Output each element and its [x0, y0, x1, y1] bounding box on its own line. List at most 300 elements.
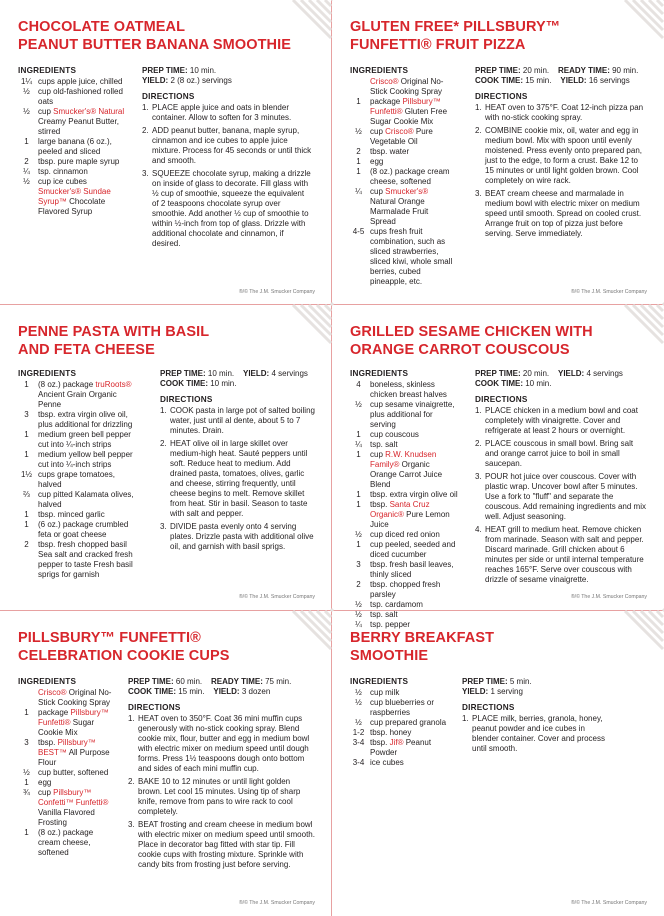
ingredient-quantity: 3	[356, 560, 361, 569]
ingredient-item	[350, 400, 458, 430]
copyright-notice: ®/© The J.M. Smucker Company	[238, 594, 315, 600]
recipe-title-line: GLUTEN FREE* PILLSBURY™	[350, 19, 561, 35]
prep-label: PREP TIME:	[462, 677, 508, 686]
ingredient-text: cups grape tomatoes, halved	[38, 470, 115, 489]
ingredients-column	[350, 677, 452, 768]
ingredient-item	[18, 167, 126, 177]
yield-label: YIELD:	[560, 76, 587, 85]
copyright-notice: ®/© The J.M. Smucker Company	[570, 900, 647, 906]
ingredient-text: large banana (6 oz.), peeled and sliced	[38, 137, 112, 156]
ingredient-quantity: 1½	[20, 470, 33, 479]
recipe-title-line: FUNFETTI® FRUIT PIZZA	[350, 37, 526, 53]
ingredient-text: cup ice cubes	[38, 177, 87, 186]
direction-step	[475, 406, 647, 436]
recipe-card	[0, 611, 331, 916]
directions-column	[142, 66, 312, 252]
ingredient-brand: Santa Cruz Organic®	[370, 500, 430, 519]
recipe-card	[332, 611, 663, 916]
ready-value: 75 min.	[265, 677, 292, 686]
ingredient-brand: Crisco®	[38, 688, 67, 697]
ingredients-column	[350, 369, 458, 630]
directions-heading: DIRECTIONS	[475, 395, 528, 404]
directions-heading: DIRECTIONS	[128, 703, 181, 712]
ingredient-brand: truRoots®	[95, 380, 132, 389]
direction-text: PLACE couscous in small bowl. Bring salt and orange carrot juice to boil in small saucepan.	[485, 439, 634, 468]
ingredient-text: cup	[370, 187, 386, 196]
step-number: 3.	[475, 472, 482, 481]
ingredient-quantity: ½	[23, 768, 30, 777]
prep-label: PREP TIME:	[142, 66, 188, 75]
ingredient-brand: Pillsbury™ Confetti™ Funfetti®	[38, 788, 109, 807]
ingredient-item	[350, 147, 454, 157]
ingredient-quantity: 1	[24, 380, 29, 389]
recipe-title-line: SMOOTHIE	[350, 648, 429, 664]
ingredient-quantity: ½	[355, 400, 362, 409]
recipe-title-line: PILLSBURY™ FUNFETTI®	[18, 630, 201, 646]
direction-step	[160, 439, 316, 519]
ingredient-quantity: 2	[356, 147, 361, 156]
ingredient-quantity: 1	[24, 778, 29, 787]
ingredient-text: tbsp. chopped fresh parsley	[370, 580, 441, 599]
ingredient-item	[350, 97, 454, 127]
ingredient-text: Pure Lemon Juice	[370, 510, 450, 529]
ingredients-column	[18, 66, 126, 217]
cook-value: 15 min.	[525, 76, 552, 85]
recipe-title-line: BERRY BREAKFAST	[350, 630, 495, 646]
ingredient-brand: Smucker's® Natural	[53, 107, 125, 116]
ingredient-quantity: 3	[24, 738, 29, 747]
yield-value: 2 (8 oz.) servings	[170, 76, 232, 85]
ingredient-text: cup	[38, 788, 54, 797]
ingredients-heading: INGREDIENTS	[350, 677, 409, 686]
ingredient-text: cup old-fashioned rolled oats	[38, 87, 123, 106]
ingredient-brand: Crisco®	[370, 77, 399, 86]
ingredient-text: cup butter, softened	[38, 768, 109, 777]
ingredient-text: medium green bell pepper cut into ¼-inch strips	[38, 430, 131, 449]
directions-column	[462, 677, 612, 757]
cook-value: 15 min.	[178, 687, 205, 696]
ingredient-brand: Crisco®	[385, 127, 414, 136]
ingredient-item	[18, 87, 126, 107]
copyright-notice: ®/© The J.M. Smucker Company	[238, 900, 315, 906]
ingredient-item	[18, 77, 126, 87]
ingredient-text: cup diced red onion	[370, 530, 440, 539]
prep-value: 10 min.	[189, 66, 217, 75]
ingredient-quantity: 1-2	[352, 728, 365, 737]
ingredient-item	[18, 187, 126, 217]
time-yield-line	[462, 687, 612, 697]
ingredient-quantity: 1	[356, 430, 361, 439]
time-yield-line	[142, 66, 312, 76]
ingredient-item	[350, 430, 458, 440]
time-yield-line	[160, 379, 316, 389]
ready-label: READY TIME:	[558, 66, 610, 75]
ingredient-text: tsp. cinnamon	[38, 167, 88, 176]
recipe-title-line: CHOCOLATE OATMEAL	[18, 19, 186, 35]
ingredient-item	[350, 698, 452, 718]
directions-heading: DIRECTIONS	[462, 703, 515, 712]
ingredient-text: tbsp.	[370, 738, 390, 747]
ingredient-text: tbsp. extra virgin olive oil	[370, 490, 458, 499]
ingredient-item	[18, 107, 126, 137]
recipe-title	[18, 18, 303, 54]
ingredient-quantity: 1	[356, 490, 361, 499]
ready-value: 90 min.	[612, 66, 639, 75]
spacer	[549, 369, 558, 378]
step-number: 1.	[160, 406, 167, 415]
ingredient-text: (8 oz.) package cream cheese, softened	[38, 828, 94, 857]
prep-value: 60 min.	[175, 677, 203, 686]
direction-step	[128, 714, 316, 774]
copyright-notice: ®/© The J.M. Smucker Company	[238, 289, 315, 295]
ingredient-item	[18, 778, 112, 788]
ingredient-text: egg	[38, 778, 52, 787]
ingredient-quantity: ½	[355, 610, 362, 619]
spacer	[202, 677, 211, 686]
ingredient-quantity: ½	[355, 688, 362, 697]
time-yield-line	[128, 687, 316, 697]
ingredient-item	[350, 77, 454, 97]
yield-value: 3 dozen	[241, 687, 271, 696]
ingredient-item	[350, 560, 458, 580]
ingredient-item	[350, 540, 458, 560]
ingredient-text: tbsp. pure maple syrup	[38, 157, 120, 166]
ingredient-text: (8 oz.) package cream cheese, softened	[370, 167, 450, 186]
prep-value: 10 min.	[207, 369, 235, 378]
ingredient-text: Pure Vegetable Oil	[370, 127, 433, 146]
step-number: 1.	[475, 406, 482, 415]
ingredient-text: tbsp.	[370, 500, 390, 509]
prep-label: PREP TIME:	[475, 66, 521, 75]
ingredient-item	[18, 430, 136, 450]
prep-value: 20 min.	[522, 369, 550, 378]
ingredient-item	[350, 600, 458, 610]
direction-step	[160, 406, 316, 436]
ingredient-text: Creamy Peanut Butter, stirred	[38, 117, 119, 136]
ingredient-brand: Pillsbury™ Funfetti®	[38, 708, 109, 727]
prep-label: PREP TIME:	[160, 369, 206, 378]
ingredient-quantity: 3-4	[352, 758, 365, 767]
step-number: 2.	[142, 126, 149, 135]
prep-label: PREP TIME:	[475, 369, 521, 378]
recipe-title-line: AND FETA CHEESE	[18, 342, 155, 358]
ingredient-text: package	[38, 708, 71, 717]
ingredient-text: cup sesame vinaigrette, plus additional for serving	[370, 400, 455, 429]
copyright-notice: ®/© The J.M. Smucker Company	[570, 289, 647, 295]
direction-text: HEAT oven to 350°F. Coat 36 mini muffin cups generously with no-stick cooking spray. Blend cookie mix, flour, butter and egg in medium bowl with electric mixer on medium speed until dough forms. Press 1½ teaspoons dough onto bottom and sides of each mini muffin cup.	[138, 714, 310, 773]
ingredient-text: Peanut Powder	[370, 738, 432, 757]
ingredient-brand: Jif®	[389, 738, 404, 747]
ingredient-text: tbsp. fresh basil leaves, thinly sliced	[370, 560, 454, 579]
step-number: 3.	[475, 189, 482, 198]
ingredient-text: tbsp. minced garlic	[38, 510, 105, 519]
spacer	[549, 66, 558, 75]
ingredient-quantity: 1	[24, 510, 29, 519]
step-number: 2.	[160, 439, 167, 448]
direction-step	[475, 189, 645, 239]
cook-value: 10 min.	[525, 379, 552, 388]
ingredient-item	[18, 177, 126, 187]
ingredient-quantity: ¾	[23, 788, 30, 797]
direction-text: COOK pasta in large pot of salted boiling water, just until al dente, about 5 to 7 minutes. Drain.	[170, 406, 315, 435]
recipe-card	[332, 305, 663, 629]
ingredient-item	[350, 580, 458, 600]
step-number: 1.	[128, 714, 135, 723]
ingredient-text: tbsp.	[38, 738, 58, 747]
ingredient-item	[18, 788, 112, 828]
ingredient-quantity: ½	[355, 600, 362, 609]
ingredient-item	[350, 688, 452, 698]
time-yield-line	[142, 76, 312, 86]
direction-text: ADD peanut butter, banana, maple syrup, cinnamon and ice cubes to apple juice mixture. Process for 45 seconds or until thick and smooth.	[152, 126, 312, 165]
ingredient-quantity: ½	[355, 698, 362, 707]
ingredient-text: tbsp. extra virgin olive oil, plus additional for drizzling	[38, 410, 133, 429]
ingredient-quantity: 1	[24, 430, 29, 439]
ingredients-column	[350, 66, 454, 287]
ingredient-brand: Pillsbury™ Funfetti®	[370, 97, 441, 116]
time-yield-line	[475, 369, 647, 379]
ingredient-item	[350, 227, 454, 287]
yield-value: 4 servings	[586, 369, 623, 378]
ingredient-text: tbsp. water	[370, 147, 410, 156]
ingredient-item	[18, 768, 112, 778]
ingredients-heading: INGREDIENTS	[18, 66, 77, 75]
ingredient-quantity: 1	[24, 828, 29, 837]
ingredient-text: Original No-Stick Cooking Spray	[370, 77, 444, 96]
ingredient-quantity: ¼	[23, 167, 30, 176]
ingredient-quantity: 1	[24, 520, 29, 529]
ingredient-item	[350, 127, 454, 147]
directions-heading: DIRECTIONS	[475, 92, 528, 101]
ingredient-item	[18, 738, 112, 768]
ingredient-text: tsp. pepper	[370, 620, 411, 629]
recipe-card	[0, 305, 331, 610]
ingredient-text: cup peeled, seeded and diced cucumber	[370, 540, 456, 559]
ingredient-quantity: ½	[355, 530, 362, 539]
ingredient-text: (8 oz.) package	[38, 380, 96, 389]
direction-text: PLACE apple juice and oats in blender container. Allow to soften for 3 minutes.	[152, 103, 292, 122]
ingredient-text: cup	[370, 127, 386, 136]
direction-step	[475, 439, 647, 469]
ingredient-text: cups apple juice, chilled	[38, 77, 123, 86]
direction-text: BEAT frosting and cream cheese in medium bowl with electric mixer on medium speed until smooth. Place in decorator bag fitted with star tip. Fill cookie cups with frosting mixture. Sprinkle with candy bits from frosting just before serving.	[138, 820, 315, 869]
ingredient-item	[350, 500, 458, 530]
ingredient-text: package	[370, 97, 403, 106]
ingredient-text: tsp. salt	[370, 440, 398, 449]
recipe-title	[18, 629, 303, 665]
direction-step	[128, 777, 316, 817]
directions-column	[128, 677, 316, 873]
ingredient-text: Gluten Free Sugar Cookie Mix	[370, 107, 448, 126]
copyright-notice: ®/© The J.M. Smucker Company	[570, 594, 647, 600]
ingredient-text: cup prepared granola	[370, 718, 447, 727]
ingredient-item	[350, 187, 454, 227]
ingredient-item	[350, 758, 452, 768]
direction-step	[475, 472, 647, 522]
direction-step	[128, 820, 316, 870]
ingredient-item	[350, 450, 458, 490]
ingredient-item	[18, 490, 136, 510]
ingredients-column	[18, 369, 136, 580]
ingredient-quantity: 1	[24, 450, 29, 459]
ingredient-quantity: 2	[24, 540, 29, 549]
yield-label: YIELD:	[462, 687, 489, 696]
ingredient-brand: Smucker's®	[385, 187, 429, 196]
recipe-title-line: GRILLED SESAME CHICKEN WITH	[350, 324, 593, 340]
ingredient-text: cup milk	[370, 688, 400, 697]
ingredient-item	[18, 450, 136, 470]
time-yield-line	[475, 76, 645, 86]
ingredient-text: Vanilla Flavored Frosting	[38, 808, 95, 827]
step-number: 3.	[128, 820, 135, 829]
step-number: 1.	[142, 103, 149, 112]
recipe-title	[18, 323, 303, 359]
ingredient-text: cup pitted Kalamata olives, halved	[38, 490, 134, 509]
step-number: 3.	[160, 522, 167, 531]
direction-text: HEAT grill to medium heat. Remove chicken from marinade. Season with salt and pepper. Discard marinade. Grill chicken about 6 minutes per side or until internal temperature reaches 165°F. Serve over couscous with drizzle of sesame vinaigrette.	[485, 525, 644, 584]
recipe-title-line: PENNE PASTA WITH BASIL	[18, 324, 210, 340]
ingredient-item	[18, 510, 136, 520]
ingredient-text: cup blueberries or raspberries	[370, 698, 435, 717]
yield-value: 4 servings	[271, 369, 308, 378]
ingredient-quantity: 3-4	[352, 738, 365, 747]
ingredient-item	[18, 708, 112, 738]
ingredient-quantity: ½	[23, 107, 30, 116]
direction-text: PLACE milk, berries, granola, honey, peanut powder and ice cubes in blender container. Cover and process until smooth.	[472, 714, 605, 753]
step-number: 2.	[475, 126, 482, 135]
ingredient-quantity: 1	[356, 450, 361, 459]
ingredient-item	[350, 490, 458, 500]
ingredient-item	[18, 828, 112, 858]
time-yield-line	[128, 677, 316, 687]
ingredients-heading: INGREDIENTS	[350, 369, 409, 378]
recipe-title-line: ORANGE CARROT COUSCOUS	[350, 342, 570, 358]
spacer	[234, 369, 243, 378]
ingredient-text: ice cubes	[370, 758, 404, 767]
ingredients-column	[18, 677, 112, 858]
direction-text: SQUEEZE chocolate syrup, making a drizzle on inside of glass to decorate. Fill glass with ½ cup of smoothie, squeeze the equivalent of 2 teaspoons chocolate syrup over smoothie. Add another ½ cup of smoothie to within ½-inch from top of glass. Drizzle with additional chocolate and cinnamon, if desired.	[152, 169, 311, 248]
ingredient-text: All Purpose Flour	[38, 748, 110, 767]
ingredient-text: egg	[370, 157, 384, 166]
direction-step	[475, 525, 647, 585]
ingredient-quantity: 1	[24, 708, 29, 717]
directions-heading: DIRECTIONS	[160, 395, 213, 404]
direction-step	[142, 169, 312, 249]
ingredient-text: cup couscous	[370, 430, 419, 439]
ingredient-item	[350, 738, 452, 758]
ingredient-quantity: 2	[24, 157, 29, 166]
step-number: 2.	[475, 439, 482, 448]
ingredient-quantity: ¼	[355, 187, 362, 196]
ingredient-item	[18, 380, 136, 410]
ingredient-text: tbsp. honey	[370, 728, 412, 737]
ingredient-item	[18, 540, 136, 580]
ingredient-quantity: 1	[356, 540, 361, 549]
step-number: 2.	[128, 777, 135, 786]
direction-step	[462, 714, 612, 754]
yield-value: 1 serving	[490, 687, 523, 696]
step-number: 3.	[142, 169, 149, 178]
ingredient-quantity: 1	[356, 97, 361, 106]
directions-column	[160, 369, 316, 555]
ingredients-heading: INGREDIENTS	[18, 369, 77, 378]
direction-text: PLACE chicken in a medium bowl and coat completely with vinaigrette. Cover and refrigerate at least 2 hours or overnight.	[485, 406, 638, 435]
directions-column	[475, 369, 647, 588]
recipe-title	[350, 18, 635, 54]
recipe-card	[0, 0, 331, 305]
ingredient-text: Natural Orange Marmalade Fruit Spread	[370, 197, 429, 226]
direction-text: COMBINE cookie mix, oil, water and egg in medium bowl. Mix with spoon until evenly moistened. Press evenly onto prepared pan, just to the edge, to form a crust. Bake 12 to 15 minutes or until light golden brown. Cool completely on wire rack.	[485, 126, 642, 185]
step-number: 1.	[475, 103, 482, 112]
recipe-title	[350, 323, 635, 359]
ingredient-item	[350, 728, 452, 738]
prep-value: 5 min.	[509, 677, 532, 686]
direction-step	[160, 522, 316, 552]
ingredient-item	[18, 137, 126, 157]
direction-text: BAKE 10 to 12 minutes or until light golden brown. Let cool 15 minutes. Using tip of sharp knife, remove from pans to wire rack to cool completely.	[138, 777, 301, 816]
cook-value: 10 min.	[210, 379, 237, 388]
yield-value: 16 servings	[588, 76, 630, 85]
ingredient-text: tsp. cardamom	[370, 600, 423, 609]
ingredient-brand: Pillsbury™ BEST™	[38, 738, 96, 757]
ingredient-quantity: ½	[23, 177, 30, 186]
cook-label: COOK TIME:	[128, 687, 176, 696]
ingredient-text: Chocolate Flavored Syrup	[38, 197, 106, 216]
ingredient-text: (6 oz.) package crumbled feta or goat cheese	[38, 520, 129, 539]
time-yield-line	[462, 677, 612, 687]
ingredient-quantity: 4-5	[352, 227, 365, 236]
ingredient-item	[350, 530, 458, 540]
ingredient-item	[18, 410, 136, 430]
cook-label: COOK TIME:	[475, 379, 523, 388]
direction-step	[475, 103, 645, 123]
ingredient-text: Ancient Grain Organic Penne	[38, 390, 117, 409]
recipe-card	[332, 0, 663, 305]
ingredient-quantity: 1	[356, 500, 361, 509]
ingredient-item	[18, 688, 112, 708]
direction-step	[142, 126, 312, 166]
directions-column	[475, 66, 645, 242]
ingredient-text: tsp. salt	[370, 610, 398, 619]
ingredient-text: cup	[370, 450, 386, 459]
ready-label: READY TIME:	[211, 677, 263, 686]
ingredients-heading: INGREDIENTS	[350, 66, 409, 75]
ingredient-quantity: 1	[356, 167, 361, 176]
ingredient-item	[350, 718, 452, 728]
step-number: 4.	[475, 525, 482, 534]
time-yield-line	[475, 66, 645, 76]
yield-label: YIELD:	[243, 369, 270, 378]
ingredient-quantity: 3	[24, 410, 29, 419]
direction-text: POUR hot juice over couscous. Cover with plastic wrap. Uncover bowl after 5 minutes. Use a fork to "fluff" and separate the couscous. Add remaining ingredients and mix well. Adjust seasoning.	[485, 472, 646, 521]
ingredient-item	[350, 167, 454, 187]
time-yield-line	[160, 369, 316, 379]
ingredient-brand: R.W. Knudsen Family®	[370, 450, 437, 469]
direction-step	[142, 103, 312, 123]
direction-text: DIVIDE pasta evenly onto 4 serving plates. Drizzle pasta with additional olive oil, and garnish with basil sprigs.	[170, 522, 314, 551]
ingredient-quantity: 2	[356, 580, 361, 589]
ingredient-quantity: ¼	[355, 620, 362, 629]
ingredient-quantity: ½	[355, 127, 362, 136]
cook-label: COOK TIME:	[475, 76, 523, 85]
ingredient-text: Original No-Stick Cooking Spray	[38, 688, 112, 707]
step-number: 1.	[462, 714, 469, 723]
ingredient-quantity: 1	[24, 137, 29, 146]
ingredient-item	[350, 157, 454, 167]
yield-label: YIELD:	[558, 369, 585, 378]
direction-step	[475, 126, 645, 186]
direction-text: HEAT olive oil in large skillet over medium-high heat. Sauté peppers until soft. Reduce heat to medium. Add drained pasta, tomatoes, olives, garlic and cheese, stirring frequently, until cheese begins to melt. Remove skillet from heat. Stir in basil. Season to taste with salt and pepper.	[170, 439, 308, 518]
